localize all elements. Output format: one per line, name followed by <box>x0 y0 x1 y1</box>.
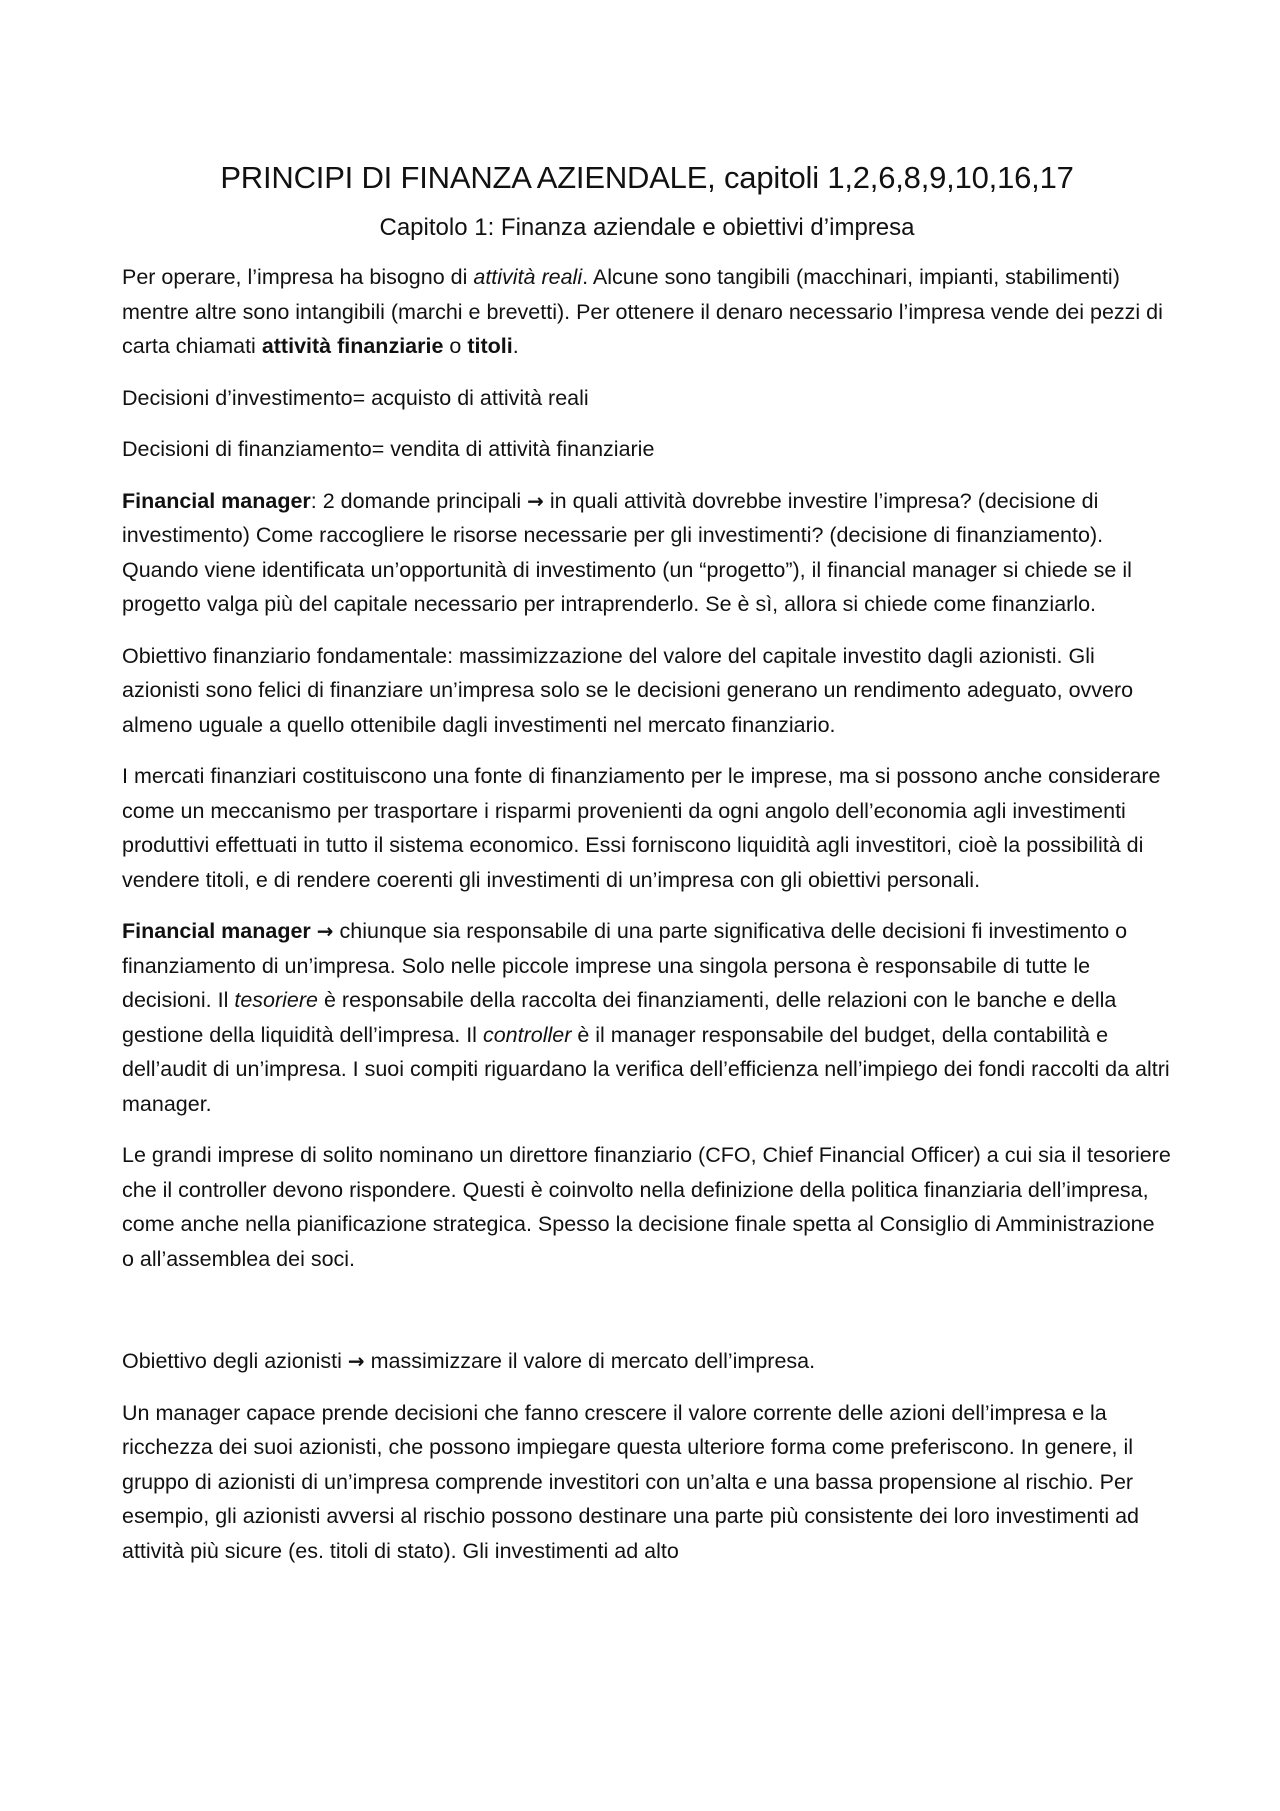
chapter-title: Capitolo 1: Finanza aziendale e obiettivi d’impresa <box>379 214 915 241</box>
paragraph-financial-manager-questions <box>122 484 1172 622</box>
document-title: PRINCIPI DI FINANZA AZIENDALE, capitoli 1,2,6,8,9,10,16,17 <box>220 160 1074 195</box>
paragraph-financial-manager-role <box>122 914 1172 1121</box>
text-run: . <box>512 334 519 358</box>
bold-term-financial-manager: Financial manager <box>122 919 311 943</box>
text-run: massimizzare il valore di mercato dell’impresa. <box>364 1349 816 1373</box>
text-run: è responsabile della raccolta dei finanziamenti, delle relazioni con le banche e della gestione della liquidità dell’impresa. Il <box>122 988 1117 1047</box>
paragraph-capable-manager: Un manager capace prende decisioni che fanno crescere il valore corrente delle azioni dell’impresa e la ricchezza dei suoi azionisti, che possono impiegare questa ulteriore forma come preferiscono. In genere, il gruppo di azionisti di un’impresa comprende investitori con un’alta e una bassa propensione al rischio. Per esempio, gli azionisti avversi al rischio possono destinare una parte più consistente dei loro investimenti ad attività più sicure (es. titoli di stato). Gli investimenti ad alto <box>122 1400 1140 1563</box>
paragraph-investment-decisions: Decisioni d’investimento= acquisto di attività reali <box>122 385 589 410</box>
paragraph-shareholder-objective <box>122 1344 1172 1379</box>
text-run: è il manager responsabile del budget, della contabilità e dell’audit di un’impresa. I suoi compiti riguardano la verifica dell’efficienza nell’impiego dei fondi raccolti da altri manager. <box>122 1022 1170 1116</box>
paragraph-real-assets <box>122 260 1172 364</box>
text-run: Per operare, l’impresa ha bisogno di <box>122 265 474 289</box>
paragraph-financial-markets: I mercati finanziari costituiscono una fonte di finanziamento per le imprese, ma si possono anche considerare come un meccanismo per trasportare i risparmi provenienti da ogni angolo dell’economia agli investimenti produttivi effettuati in tutto il sistema economico. Essi forniscono liquidità agli investitori, cioè la possibilità di vendere titoli, e di rendere coerenti gli investimenti di un’impresa con gli obiettivi personali. <box>122 764 1161 892</box>
text-run: in quali attività dovrebbe investire l’impresa? (decisione di investimento) Come raccogliere le risorse necessarie per gli investimenti? (decisione di finanziamento). Quando viene identificata un’opportunità di investimento (un “progetto”), il financial manager si chiede se il progetto valga più del capitale necessario per intraprenderlo. Se è sì, allora si chiede come finanziarlo. <box>122 488 1132 616</box>
text-run: Obiettivo degli azionisti <box>122 1349 348 1373</box>
paragraph-financial-objective: Obiettivo finanziario fondamentale: massimizzazione del valore del capitale investito dagli azionisti. Gli azionisti sono felici di finanziare un’impresa solo se le decisioni generano un rendimento adeguato, ovvero almeno uguale a quello ottenibile dagli investimenti nel mercato finanziario. <box>122 643 1134 737</box>
text-run: . Alcune sono tangibili (macchinari, impianti, stabilimenti) mentre altre sono intangibili (marchi e brevetti). Per ottenere il denaro necessario l’impresa vende dei pezzi di carta chiamati <box>122 265 1163 358</box>
document-body <box>122 152 1172 1585</box>
arrow-right-icon: → <box>316 919 334 943</box>
paragraph-financing-decisions: Decisioni di finanziamento= vendita di attività finanziarie <box>122 437 655 461</box>
arrow-right-icon: → <box>527 488 544 513</box>
arrow-right-icon: → <box>347 1349 365 1373</box>
bold-term-securities: titoli <box>467 334 513 358</box>
bold-term-financial-assets: attività finanziarie <box>261 334 444 358</box>
italic-term-real-assets: attività reali <box>473 265 583 289</box>
italic-term-controller: controller <box>482 1022 572 1047</box>
text-run: chiunque sia responsabile di una parte significativa delle decisioni fi investimento o finanziamento di un’impresa. Solo nelle piccole imprese una singola persona è responsabile di tutte le decisioni. Il <box>122 919 1128 1012</box>
text-run: : 2 domande principali <box>310 488 528 513</box>
text-run: o <box>443 334 468 358</box>
paragraph-cfo: Le grandi imprese di solito nominano un direttore finanziario (CFO, Chief Financial Officer) a cui sia il tesoriere che il controller devono rispondere. Questi è coinvolto nella definizione della politica finanziaria dell’impresa, come anche nella pianificazione strategica. Spesso la decisione finale spetta al Consiglio di Amministrazione o all’assemblea dei soci. <box>122 1143 1171 1271</box>
bold-term-financial-manager: Financial manager <box>122 488 311 513</box>
blank-line <box>122 1293 1172 1327</box>
italic-term-treasurer: tesoriere <box>234 988 318 1012</box>
